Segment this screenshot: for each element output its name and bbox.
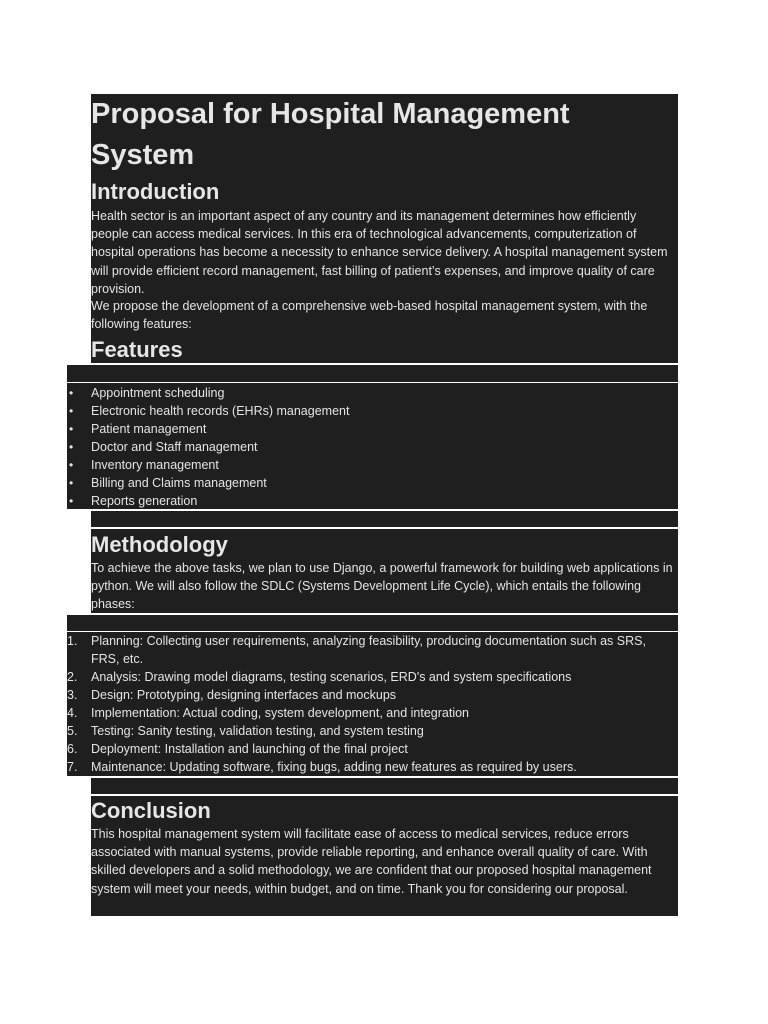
methodology-section [91,529,678,613]
features-spacer [67,365,678,382]
features-heading: Features [91,337,183,362]
list-number: 4. [67,706,78,720]
methodology-spacer [67,615,678,631]
bullet-icon: • [69,422,74,436]
feature-item: Patient management [91,422,207,436]
list-item [67,474,678,492]
introduction-paragraph: Health sector is an important aspect of any country and its management determines how efficiently people can access medical services. In this era of technological advancements, computerization of hospital operations has become a necessity to enhance service delivery. A hospital management system will provide efficient record management, fast billing of patient’s expenses, and improve quality of care provision. [91,209,668,296]
list-number: 2. [67,670,78,684]
feature-item: Billing and Claims management [91,476,267,490]
list-number: 7. [67,760,78,774]
list-item [67,704,678,722]
bullet-icon: • [69,404,74,418]
bullet-icon: • [69,386,74,400]
phases-end-spacer [91,778,678,794]
feature-item: Reports generation [91,494,198,508]
list-item [67,384,678,402]
conclusion-heading: Conclusion [91,798,211,823]
feature-item: Inventory management [91,458,219,472]
conclusion-section [91,796,678,916]
list-item [67,686,678,704]
phase-item: Design: Prototyping, designing interfaces and mockups [91,688,397,702]
conclusion-paragraph: This hospital management system will facilitate ease of access to medical services, reduce errors associated with manual systems, provide reliable reporting, and enhance overall quality of care. With skilled developers and a solid methodology, we are confident that our proposed hospital management system will meet your needs, within budget, and on time. Thank you for considering our proposal. [91,827,652,896]
list-item [67,758,678,776]
list-number: 5. [67,724,78,738]
phase-item: Deployment: Installation and launching of the final project [91,742,408,756]
list-item [67,632,678,668]
list-item [67,722,678,740]
list-item [67,438,678,456]
features-list [67,383,678,509]
phase-item: Implementation: Actual coding, system development, and integration [91,706,469,720]
features-end-spacer [91,511,678,527]
list-number: 1. [67,634,78,648]
list-item [67,420,678,438]
methodology-heading: Methodology [91,532,228,557]
list-item [67,456,678,474]
bullet-icon: • [69,494,74,508]
phase-item: Testing: Sanity testing, validation testing, and system testing [91,724,424,738]
list-item [67,668,678,686]
phases-list [67,632,678,776]
list-number: 3. [67,688,78,702]
feature-item: Doctor and Staff management [91,440,258,454]
list-number: 6. [67,742,78,756]
feature-item: Appointment scheduling [91,386,225,400]
intro-section [91,94,678,363]
list-item [67,402,678,420]
phase-item: Planning: Collecting user requirements, analyzing feasibility, producing documentation such as SRS, FRS, etc. [91,634,646,666]
list-item [67,492,678,510]
bullet-icon: • [69,440,74,454]
feature-item: Electronic health records (EHRs) management [91,404,350,418]
introduction-heading: Introduction [91,179,220,204]
bullet-icon: • [69,476,74,490]
phase-item: Maintenance: Updating software, fixing bugs, adding new features as required by users. [91,760,577,774]
introduction-followup: We propose the development of a comprehensive web-based hospital management system, with the following features: [91,299,648,332]
phase-item: Analysis: Drawing model diagrams, testing scenarios, ERD's and system specifications [91,670,572,684]
methodology-paragraph: To achieve the above tasks, we plan to use Django, a powerful framework for building web applications in python. We will also follow the SDLC (Systems Development Life Cycle), which entails the following phases: [91,561,673,612]
list-item [67,740,678,758]
bullet-icon: • [69,458,74,472]
document-title: Proposal for Hospital Management System [91,98,570,171]
